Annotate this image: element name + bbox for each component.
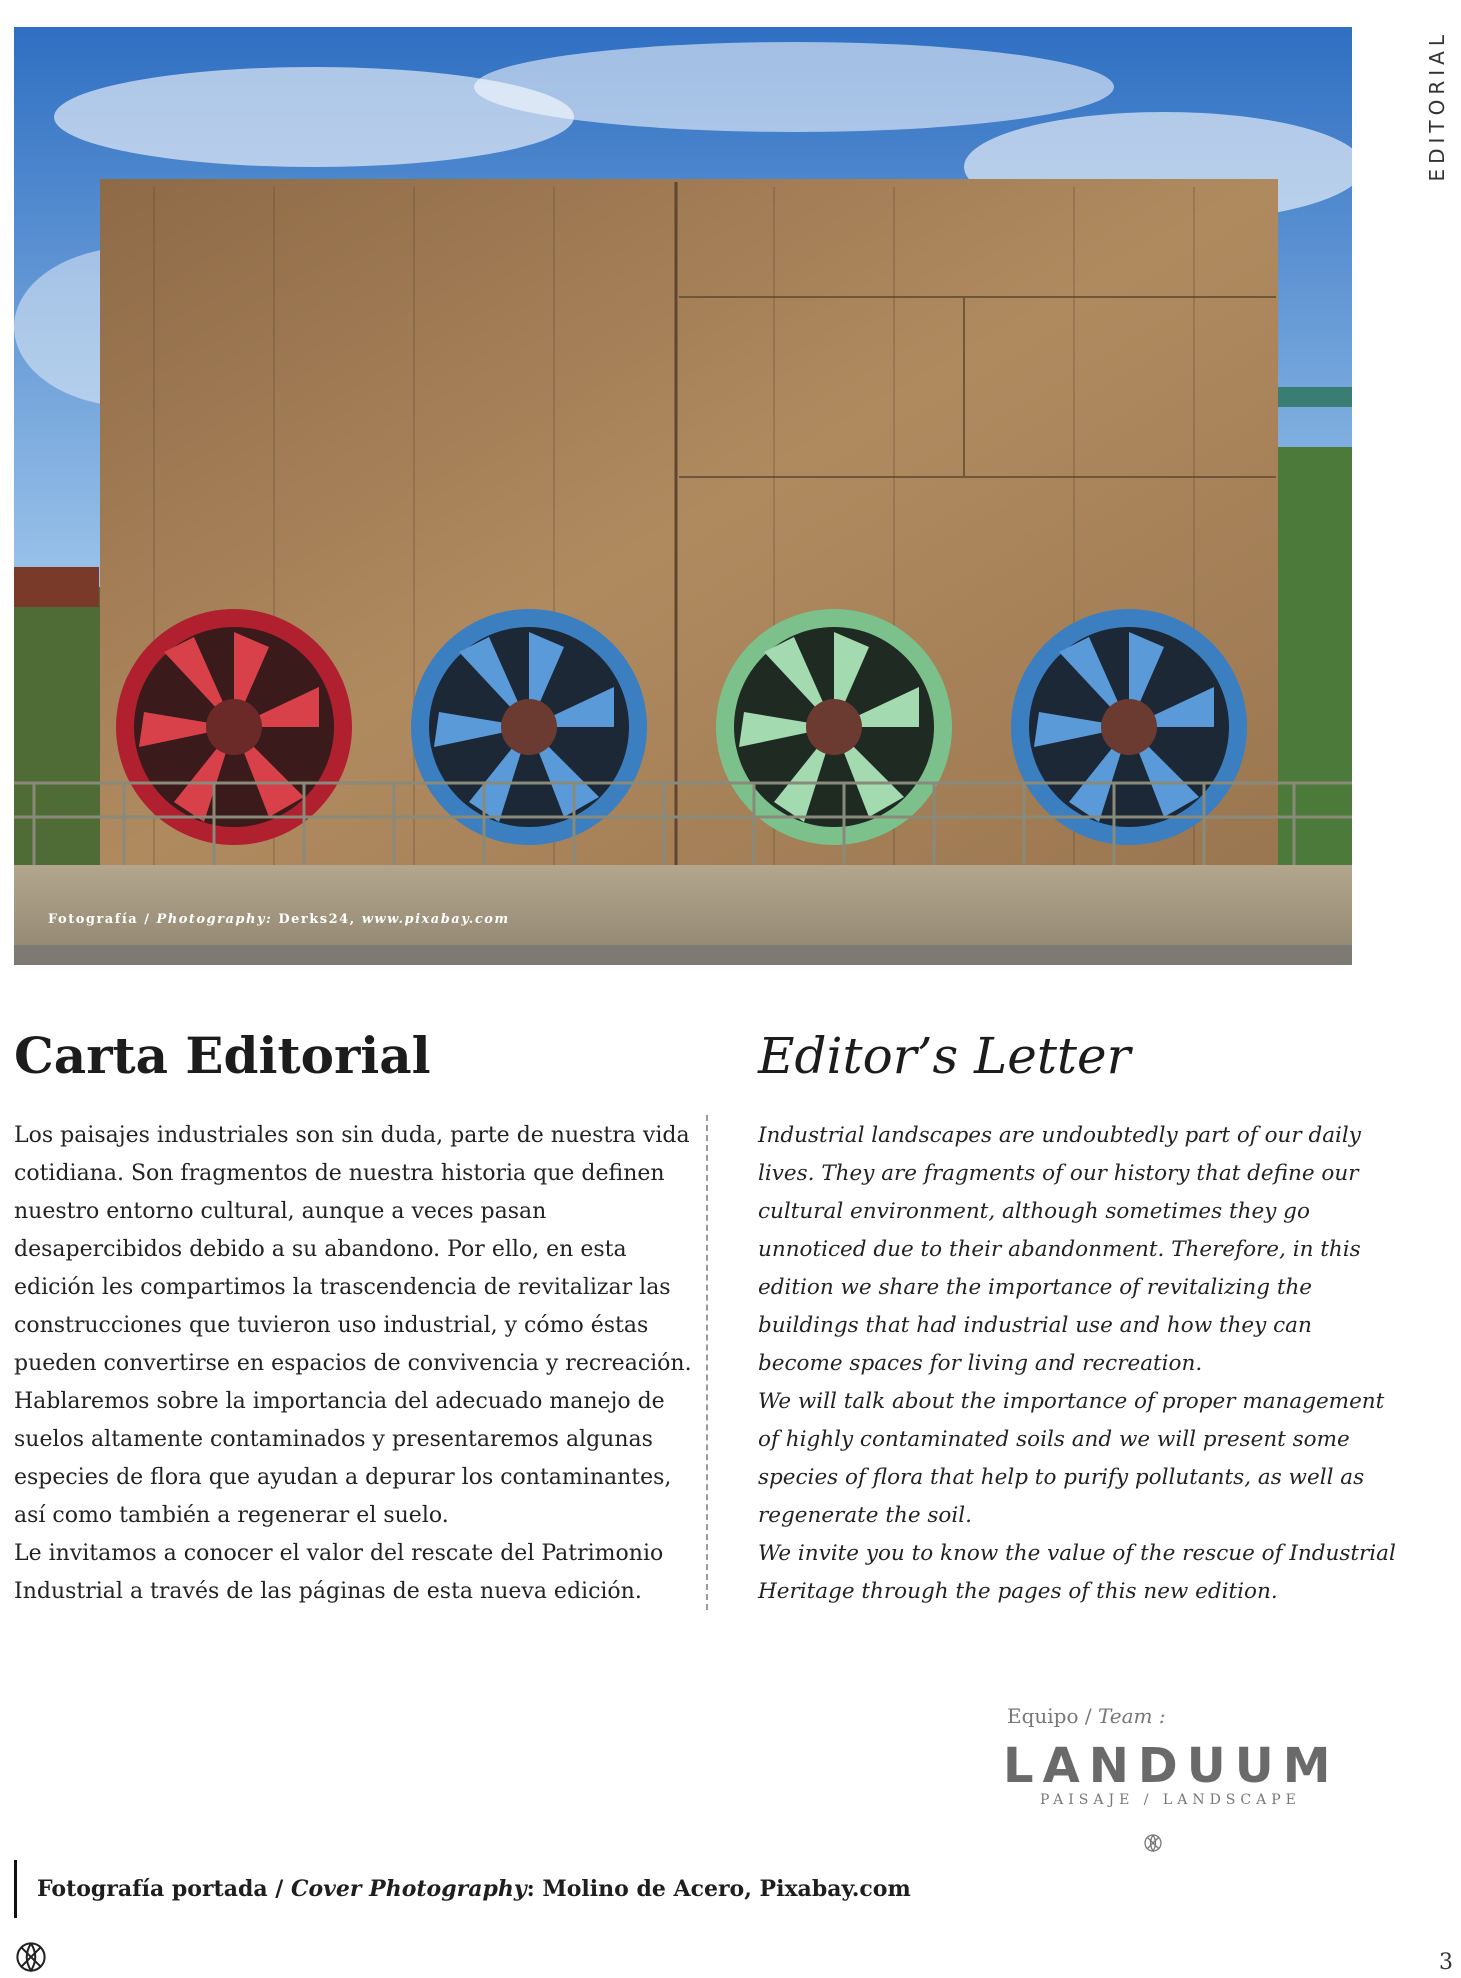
spanish-paragraph-1: Los paisajes industriales son sin duda, parte de nuestra vida cotidiana. Son fragmentos de nuestra historia que definen nuestro entorno cultural, aunque a veces pasan desapercibidos debido a su abandono. Por ello, en esta edición les compartimos la trascendencia de revitalizar las construcciones que tuvieron uso industrial, y cómo éstas pueden convertirse en espacios de convivencia y recreación. [14,1123,692,1376]
knot-icon [1143,1833,1163,1857]
english-paragraph-1: Industrial landscapes are undoubtedly part of our daily lives. They are fragments of our history that define our cultural environment, although sometimes they go unnoticed due to their abandonment. Therefore, in this edition we share the importance of revitalizing the buildings that had industrial use and how they can become spaces for living and recreation. [758,1123,1361,1376]
spanish-column [14,1025,694,1611]
section-label: EDITORIAL [1425,30,1449,182]
spanish-paragraph-2: Hablaremos sobre la importancia del adecuado manejo de suelos altamente contaminados y presentaremos algunas especies de flora que ayudan a depurar los contaminantes, así como también a regenerar el suelo. [14,1389,672,1528]
hero-photo [14,27,1352,965]
spanish-title: Carta Editorial [14,1026,431,1085]
cover-photo-credit: Fotografía portada / Cover Photography: Molino de Acero, Pixabay.com [14,1860,911,1918]
english-column [758,1025,1398,1611]
brand-subtitle: PAISAJE / LANDSCAPE [1040,1792,1301,1808]
column-divider [706,1115,708,1610]
english-title: Editor’s Letter [758,1027,1131,1085]
brand-logo: LANDUUM [1003,1738,1340,1794]
spanish-paragraph-3: Le invitamos a conocer el valor del rescate del Patrimonio Industrial a través de las páginas de esta nueva edición. [14,1541,664,1604]
photo-credit: Fotografía / Photography: Derks24, www.pixabay.com [48,912,510,927]
english-paragraph-2: We will talk about the importance of proper management of highly contaminated soils and we will present some species of flora that help to purify pollutants, as well as regenerate the soil. [758,1389,1385,1528]
team-label: Equipo / Team : [1007,1704,1166,1728]
english-paragraph-3: We invite you to know the value of the rescue of Industrial Heritage through the pages of this new edition. [758,1541,1396,1604]
page-number: 3 [1439,1950,1453,1975]
knot-icon [14,1940,48,1978]
